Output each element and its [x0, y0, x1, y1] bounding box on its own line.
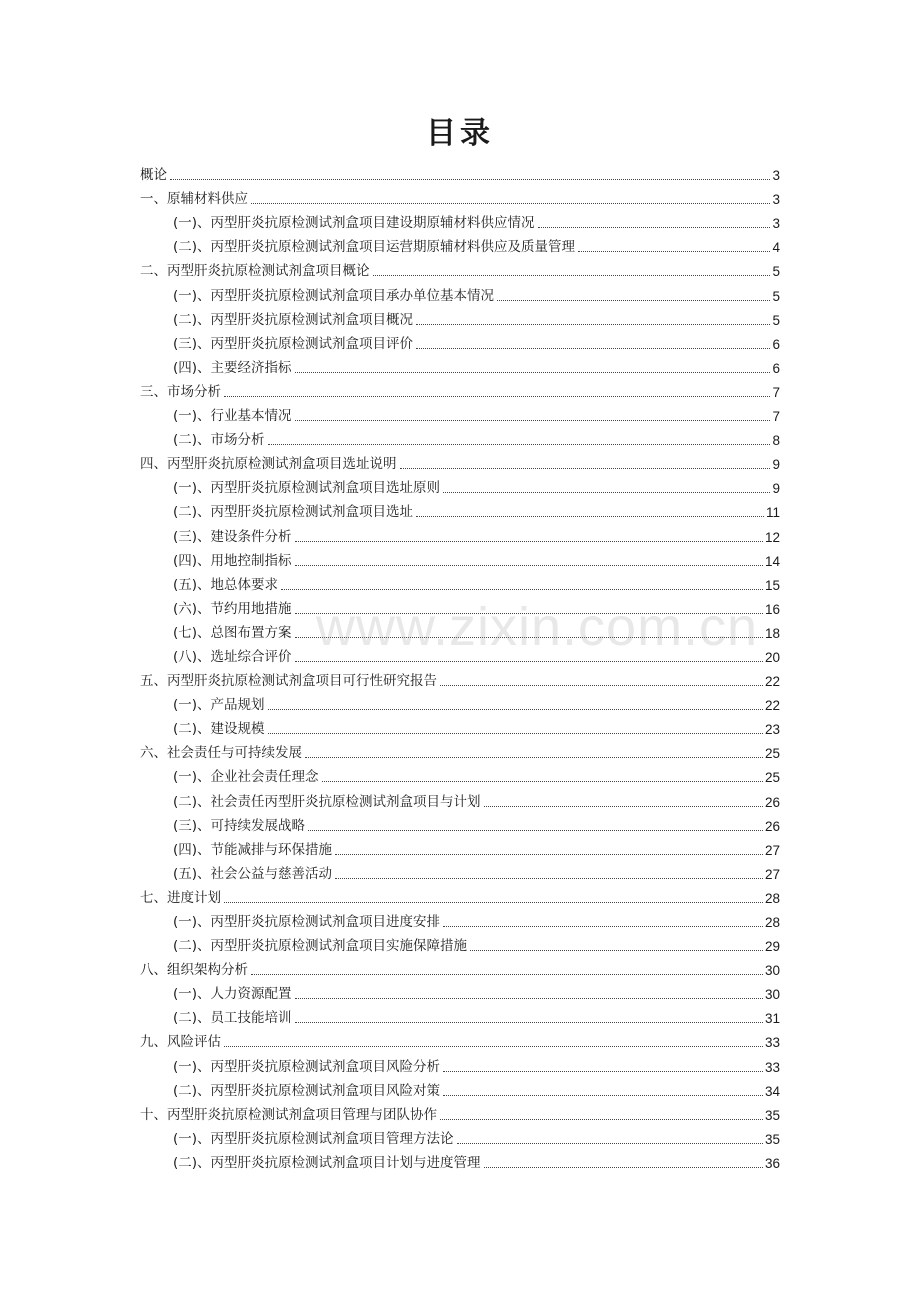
toc-page-number: 7: [772, 384, 780, 400]
toc-entry[interactable]: [140, 955, 780, 979]
toc-page-number: 27: [764, 842, 780, 858]
toc-entry-label: (一)、丙型肝炎抗原检测试剂盒项目管理方法论: [173, 1130, 454, 1147]
toc-entry[interactable]: [140, 1027, 780, 1051]
toc-dot-leader: [268, 733, 763, 734]
toc-subentry[interactable]: [140, 642, 780, 666]
toc-subentry[interactable]: [140, 594, 780, 618]
toc-entry-label: 九、风险评估: [140, 1034, 221, 1051]
toc-entry-label: (二)、社会责任丙型肝炎抗原检测试剂盒项目与计划: [173, 793, 481, 810]
toc-page-number: 12: [764, 529, 780, 545]
toc-page-number: 22: [764, 674, 780, 690]
toc-subentry[interactable]: [140, 859, 780, 883]
toc-dot-leader: [305, 757, 763, 758]
toc-entry-label: (四)、节能减排与环保措施: [173, 841, 333, 858]
toc-subentry[interactable]: [140, 570, 780, 594]
toc-dot-leader: [268, 709, 763, 710]
toc-dot-leader: [281, 589, 763, 590]
toc-entry-label: (五)、地总体要求: [173, 576, 279, 593]
toc-entry[interactable]: [140, 256, 780, 280]
toc-page-number: 27: [764, 866, 780, 882]
toc-entry-label: (二)、丙型肝炎抗原检测试剂盒项目风险对策: [173, 1082, 441, 1099]
toc-subentry[interactable]: [140, 353, 780, 377]
toc-entry-label: (三)、可持续发展战略: [173, 817, 306, 834]
toc-page-number: 35: [764, 1107, 780, 1123]
toc-page-number: 7: [772, 409, 780, 425]
toc-subentry[interactable]: [140, 1148, 780, 1172]
toc-entry-label: (二)、丙型肝炎抗原检测试剂盒项目实施保障措施: [173, 938, 468, 955]
toc-subentry[interactable]: [140, 497, 780, 521]
toc-entry-label: (一)、丙型肝炎抗原检测试剂盒项目承办单位基本情况: [173, 287, 495, 304]
toc-entry-label: (一)、行业基本情况: [173, 408, 292, 425]
toc-subentry[interactable]: [140, 473, 780, 497]
toc-subentry[interactable]: [140, 232, 780, 256]
toc-dot-leader: [335, 854, 763, 855]
toc-dot-leader: [308, 830, 763, 831]
toc-page-number: 11: [765, 505, 780, 521]
toc-subentry[interactable]: [140, 1076, 780, 1100]
toc-subentry[interactable]: [140, 305, 780, 329]
toc-dot-leader: [295, 420, 771, 421]
toc-dot-leader: [224, 1046, 763, 1047]
toc-page-number: 33: [764, 1035, 780, 1051]
toc-dot-leader: [295, 565, 763, 566]
toc-page-number: 29: [764, 939, 780, 955]
toc-entry-label: (四)、用地控制指标: [173, 552, 292, 569]
toc-entry-label: (五)、社会公益与慈善活动: [173, 865, 333, 882]
toc-dot-leader: [443, 1071, 763, 1072]
toc-entry[interactable]: [140, 377, 780, 401]
toc-page-number: 35: [764, 1131, 780, 1147]
toc-dot-leader: [443, 1095, 763, 1096]
toc-entry-label: 十、丙型肝炎抗原检测试剂盒项目管理与团队协作: [140, 1106, 437, 1123]
toc-page-number: 3: [772, 168, 780, 184]
toc-entry-label: 三、市场分析: [140, 383, 221, 400]
toc-page-number: 5: [772, 288, 780, 304]
toc-subentry[interactable]: [140, 1051, 780, 1075]
toc-dot-leader: [295, 613, 763, 614]
toc-page-number: 20: [764, 649, 780, 665]
toc-entry-label: 七、进度计划: [140, 889, 221, 906]
toc-dot-leader: [251, 974, 763, 975]
toc-subentry[interactable]: [140, 786, 780, 810]
toc-dot-leader: [322, 781, 763, 782]
toc-dot-leader: [295, 1022, 763, 1023]
toc-dot-leader: [416, 324, 770, 325]
toc-entry-label: (二)、丙型肝炎抗原检测试剂盒项目概况: [173, 311, 414, 328]
toc-dot-leader: [440, 1119, 763, 1120]
toc-subentry[interactable]: [140, 690, 780, 714]
toc-subentry[interactable]: [140, 907, 780, 931]
toc-page-number: 14: [764, 553, 780, 569]
toc-dot-leader: [416, 348, 770, 349]
toc-page-number: 34: [764, 1083, 780, 1099]
toc-page-number: 9: [772, 457, 780, 473]
toc-entry-label: (三)、建设条件分析: [173, 528, 292, 545]
toc-page-number: 6: [772, 360, 780, 376]
toc-subentry[interactable]: [140, 1003, 780, 1027]
toc-entry-label: 八、组织架构分析: [140, 962, 248, 979]
toc-dot-leader: [295, 998, 763, 999]
toc-page-number: 16: [764, 601, 780, 617]
toc-entry[interactable]: [140, 666, 780, 690]
toc-page-number: 25: [764, 770, 780, 786]
toc-subentry[interactable]: [140, 714, 780, 738]
toc-dot-leader: [470, 950, 763, 951]
toc-dot-leader: [251, 203, 770, 204]
toc-entry-label: (二)、丙型肝炎抗原检测试剂盒项目选址: [173, 504, 414, 521]
toc-entry[interactable]: [140, 883, 780, 907]
toc-page-number: 15: [764, 577, 780, 593]
toc-dot-leader: [443, 492, 770, 493]
toc-dot-leader: [268, 444, 771, 445]
toc-entry-label: (二)、丙型肝炎抗原检测试剂盒项目运营期原辅材料供应及质量管理: [173, 239, 576, 256]
toc-dot-leader: [295, 372, 771, 373]
toc-entry-label: 一、原辅材料供应: [140, 191, 248, 208]
toc-entry-label: (一)、丙型肝炎抗原检测试剂盒项目选址原则: [173, 480, 441, 497]
toc-entry-label: (七)、总图布置方案: [173, 624, 292, 641]
toc-dot-leader: [538, 227, 771, 228]
toc-page-number: 28: [764, 915, 780, 930]
toc-page-number: 3: [772, 192, 780, 208]
toc-page-number: 26: [764, 818, 780, 834]
toc-page-number: 6: [772, 336, 780, 352]
toc-page-number: 4: [772, 240, 780, 256]
toc-subentry[interactable]: [140, 762, 780, 786]
toc-dot-leader: [224, 902, 763, 903]
toc-dot-leader: [224, 396, 770, 397]
toc-subentry[interactable]: [140, 208, 780, 232]
toc-entry-label: 五、丙型肝炎抗原检测试剂盒项目可行性研究报告: [140, 673, 437, 690]
toc-page-number: 28: [764, 890, 780, 906]
toc-entry-label: 二、丙型肝炎抗原检测试剂盒项目概论: [140, 263, 370, 280]
toc-dot-leader: [497, 300, 770, 301]
toc-entry-label: (二)、建设规模: [173, 721, 265, 738]
toc-entry-label: 概论: [140, 167, 167, 184]
toc-entry-label: (八)、选址综合评价: [173, 648, 292, 665]
toc-entry-label: (一)、产品规划: [173, 697, 265, 714]
toc-entry-label: (一)、丙型肝炎抗原检测试剂盒项目建设期原辅材料供应情况: [173, 215, 535, 232]
toc-page-number: 36: [764, 1155, 780, 1171]
watermark: www.zixin.com.cn: [316, 597, 759, 657]
toc-dot-leader: [440, 685, 763, 686]
toc-page-number: 23: [764, 722, 780, 738]
table-of-contents: [140, 160, 780, 1172]
toc-dot-leader: [416, 516, 764, 517]
toc-dot-leader: [400, 468, 771, 469]
toc-entry-label: (一)、人力资源配置: [173, 986, 292, 1003]
toc-entry-label: (一)、丙型肝炎抗原检测试剂盒项目风险分析: [173, 1058, 441, 1075]
toc-entry-label: 四、丙型肝炎抗原检测试剂盒项目选址说明: [140, 456, 397, 473]
toc-entry-label: (一)、企业社会责任理念: [173, 769, 319, 786]
toc-entry[interactable]: [140, 738, 780, 762]
toc-dot-leader: [295, 541, 763, 542]
toc-subentry[interactable]: [140, 546, 780, 570]
toc-dot-leader: [295, 637, 763, 638]
toc-entry-label: (二)、员工技能培训: [173, 1010, 292, 1027]
toc-page-number: 3: [772, 216, 780, 232]
toc-subentry[interactable]: [140, 425, 780, 449]
toc-dot-leader: [373, 275, 771, 276]
toc-subentry[interactable]: [140, 931, 780, 955]
toc-subentry[interactable]: [140, 280, 780, 304]
toc-dot-leader: [443, 926, 763, 927]
toc-dot-leader: [170, 179, 770, 180]
toc-page-number: 30: [764, 987, 780, 1003]
toc-page-number: 30: [764, 963, 780, 979]
toc-page-number: 9: [772, 481, 780, 497]
toc-page-number: 22: [764, 698, 780, 714]
toc-page-number: 25: [764, 746, 780, 762]
toc-entry[interactable]: [140, 160, 780, 184]
toc-page-number: 18: [764, 625, 780, 641]
toc-entry-label: (二)、市场分析: [173, 432, 265, 449]
toc-entry-label: (三)、丙型肝炎抗原检测试剂盒项目评价: [173, 335, 414, 352]
toc-dot-leader: [457, 1143, 763, 1144]
page-title: 目录: [426, 116, 494, 151]
toc-entry-label: (六)、节约用地措施: [173, 600, 292, 617]
toc-entry-label: 六、社会责任与可持续发展: [140, 745, 302, 762]
toc-dot-leader: [295, 661, 763, 662]
toc-entry-label: (二)、丙型肝炎抗原检测试剂盒项目计划与进度管理: [173, 1154, 481, 1171]
toc-page-number: 31: [764, 1011, 780, 1027]
toc-page-number: 5: [772, 264, 780, 280]
toc-page-number: 8: [772, 433, 780, 449]
toc-page-number: 5: [772, 312, 780, 328]
toc-subentry[interactable]: [140, 811, 780, 835]
toc-dot-leader: [484, 1167, 763, 1168]
toc-dot-leader: [578, 251, 770, 252]
toc-dot-leader: [484, 806, 763, 807]
toc-subentry[interactable]: [140, 401, 780, 425]
toc-subentry[interactable]: [140, 1124, 780, 1148]
toc-entry-label: (四)、主要经济指标: [173, 359, 292, 376]
toc-entry[interactable]: [140, 184, 780, 208]
toc-entry-label: (一)、丙型肝炎抗原检测试剂盒项目进度安排: [173, 914, 441, 930]
toc-subentry[interactable]: [140, 329, 780, 353]
toc-subentry[interactable]: [140, 979, 780, 1003]
toc-entry[interactable]: [140, 449, 780, 473]
toc-subentry[interactable]: [140, 521, 780, 545]
toc-page-number: 33: [764, 1059, 780, 1075]
toc-subentry[interactable]: [140, 835, 780, 859]
toc-dot-leader: [335, 878, 763, 879]
toc-subentry[interactable]: [140, 618, 780, 642]
toc-entry[interactable]: [140, 1100, 780, 1124]
toc-page-number: 26: [764, 794, 780, 810]
